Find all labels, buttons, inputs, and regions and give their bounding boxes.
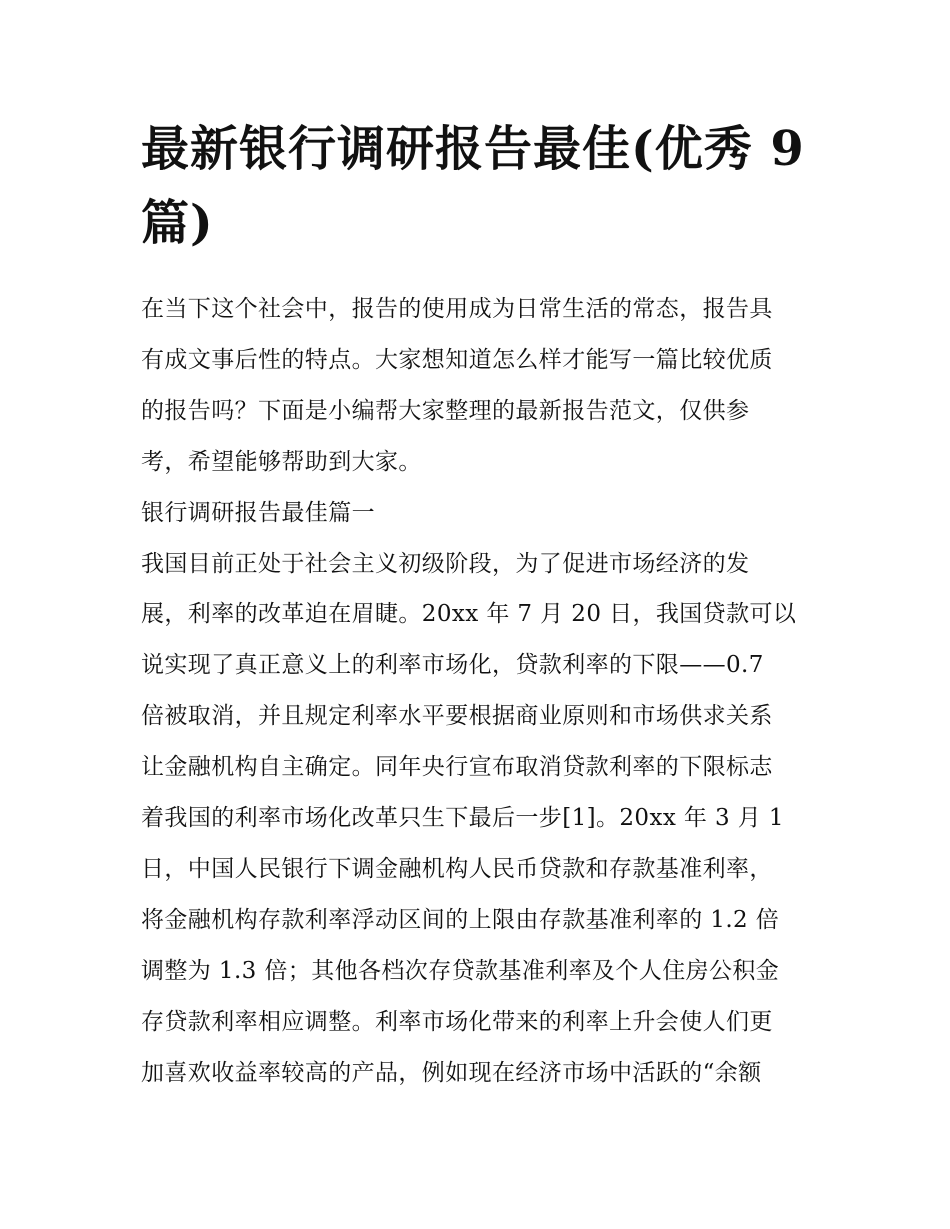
body-line: 说实现了真正意义上的利率市场化，贷款利率的下限——0.7 bbox=[141, 652, 764, 679]
title-line: 篇) bbox=[141, 195, 214, 251]
intro-line: 考，希望能够帮助到大家。 bbox=[141, 448, 422, 475]
document-body bbox=[141, 284, 813, 1099]
body-line: 调整为 1.3 倍；其他各档次存贷款基准利率及个人住房公积金 bbox=[141, 957, 780, 984]
document-title bbox=[141, 112, 813, 260]
document-page bbox=[141, 112, 813, 1099]
body-line: 着我国的利率市场化改革只生下最后一步[1]。20xx 年 3 月 1 bbox=[141, 805, 784, 832]
body-line: 展，利率的改革迫在眉睫。20xx 年 7 月 20 日，我国贷款可以 bbox=[141, 601, 797, 628]
body-line: 存贷款利率相应调整。利率市场化带来的利率上升会使人们更 bbox=[141, 1008, 773, 1035]
body-line: 加喜欢收益率较高的产品，例如现在经济市场中活跃的“余额 bbox=[141, 1059, 762, 1086]
body-line: 我国目前正处于社会主义初级阶段，为了促进市场经济的发 bbox=[141, 550, 750, 577]
title-line: 最新银行调研报告最佳(优秀 9 bbox=[141, 121, 805, 177]
intro-line: 的报告吗？下面是小编帮大家整理的最新报告范文，仅供参 bbox=[141, 397, 750, 424]
body-line: 倍被取消，并且规定利率水平要根据商业原则和市场供求关系 bbox=[141, 703, 773, 730]
body-line: 将金融机构存款利率浮动区间的上限由存款基准利率的 1.2 倍 bbox=[141, 906, 780, 933]
intro-line: 在当下这个社会中，报告的使用成为日常生活的常态，报告具 bbox=[141, 296, 773, 322]
body-line: 让金融机构自主确定。同年央行宣布取消贷款利率的下限标志 bbox=[141, 754, 773, 781]
body-line: 日，中国人民银行下调金融机构人民币贷款和存款基准利率， bbox=[141, 855, 773, 882]
section-heading: 银行调研报告最佳篇一 bbox=[141, 499, 375, 526]
intro-line: 有成文事后性的特点。大家想知道怎么样才能写一篇比较优质 bbox=[141, 346, 773, 373]
